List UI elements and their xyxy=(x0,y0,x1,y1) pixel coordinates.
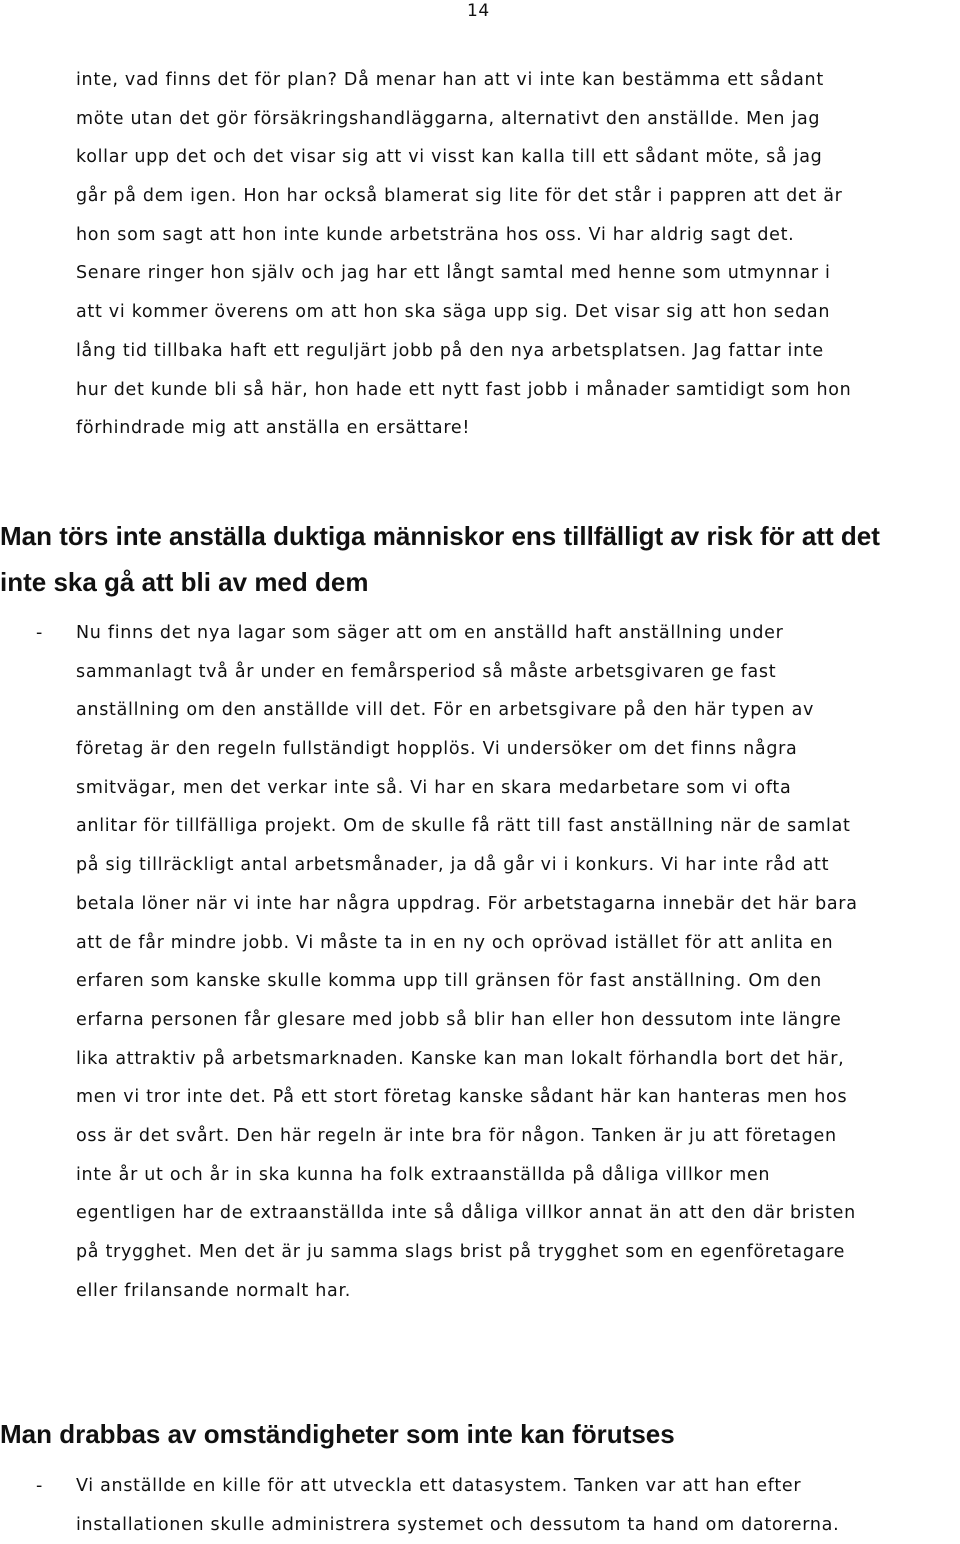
section-heading-temporary-hiring xyxy=(0,513,960,605)
text-line: förhindrade mig att anställa en ersättare! xyxy=(76,418,471,439)
text-line: eller frilansande normalt har. xyxy=(76,1280,351,1301)
text-line: att de får mindre jobb. Vi måste ta in en ny och oprövad istället för att anlita en xyxy=(76,932,834,953)
text-line: inte, vad finns det för plan? Då menar han att vi inte kan bestämma ett sådant xyxy=(76,70,824,90)
heading-line: Man drabbas av omständigheter som inte kan förutses xyxy=(0,1419,675,1449)
text-line: anlitar för tillfälliga projekt. Om de skulle få rätt till fast anställning när de samlat xyxy=(76,816,851,837)
section-heading-unforeseen-circumstances xyxy=(0,1411,960,1457)
text-line: kollar upp det och det visar sig att vi visst kan kalla till ett sådant möte, så jag xyxy=(76,147,823,168)
bullet-dash: - xyxy=(36,623,43,643)
text-line: erfaren som kanske skulle komma upp till gränsen för fast anställning. Om den xyxy=(76,971,822,992)
text-line: hur det kunde bli så här, hon hade ett nytt fast jobb i månader samtidigt som hon xyxy=(76,379,852,400)
text-line: möte utan det gör försäkringshandläggarna, alternativt den anställde. Men jag xyxy=(76,108,821,129)
section1-paragraph xyxy=(76,614,960,1310)
text-line: Nu finns det nya lagar som säger att om en anställd haft anställning under xyxy=(76,623,784,643)
heading-line: inte ska gå att bli av med dem xyxy=(0,567,369,597)
text-line: Senare ringer hon själv och jag har ett långt samtal med henne som utmynnar i xyxy=(76,263,831,284)
page-number: 14 xyxy=(467,1,490,21)
text-line: hon som sagt att hon inte kunde arbetsträna hos oss. Vi har aldrig sagt det. xyxy=(76,224,795,245)
intro-paragraph xyxy=(76,61,960,448)
text-line: erfarna personen får glesare med jobb så blir han eller hon dessutom inte längre xyxy=(76,1009,842,1030)
text-line: lång tid tillbaka haft ett reguljärt jobb på den nya arbetsplatsen. Jag fattar inte xyxy=(76,340,824,361)
text-line: egentligen har de extraanställda inte så dåliga villkor annat än att den där bristen xyxy=(76,1203,856,1224)
text-line: betala löner när vi inte har några uppdrag. För arbetstagarna innebär det här bara xyxy=(76,893,858,914)
text-line: Vi anställde en kille för att utveckla ett datasystem. Tanken var att han efter xyxy=(76,1476,802,1496)
heading-line: Man törs inte anställa duktiga människor ens tillfälligt av risk för att det xyxy=(0,521,880,551)
text-line: går på dem igen. Hon har också blamerat sig lite för det står i pappren att det är xyxy=(76,186,843,207)
text-line: lika attraktiv på arbetsmarknaden. Kanske kan man lokalt förhandla bort det här, xyxy=(76,1048,845,1069)
text-line: oss är det svårt. Den här regeln är inte bra för någon. Tanken är ju att företagen xyxy=(76,1125,837,1146)
text-line: installationen skulle administrera systemet och dessutom ta hand om datorerna. xyxy=(76,1514,840,1535)
text-line: på trygghet. Men det är ju samma slags brist på trygghet som en egenföretagare xyxy=(76,1242,846,1262)
text-line: anställning om den anställde vill det. För en arbetsgivare på den här typen av xyxy=(76,700,815,721)
text-line: sammanlagt två år under en femårsperiod så måste arbetsgivaren ge fast xyxy=(76,661,777,682)
text-line: smitvägar, men det verkar inte så. Vi har en skara medarbetare som vi ofta xyxy=(76,777,792,798)
section2-paragraph xyxy=(76,1467,960,1544)
text-line: företag är den regeln fullständigt hopplös. Vi undersöker om det finns några xyxy=(76,739,798,760)
text-line: att vi kommer överens om att hon ska säga upp sig. Det visar sig att hon sedan xyxy=(76,302,831,323)
text-line: men vi tror inte det. På ett stort företag kanske sådant här kan hanteras men hos xyxy=(76,1087,848,1108)
text-line: inte år ut och år in ska kunna ha folk extraanställda på dåliga villkor men xyxy=(76,1164,771,1185)
text-line: på sig tillräckligt antal arbetsmånader, ja då går vi i konkurs. Vi har inte råd att xyxy=(76,855,830,876)
bullet-dash: - xyxy=(36,1476,43,1496)
